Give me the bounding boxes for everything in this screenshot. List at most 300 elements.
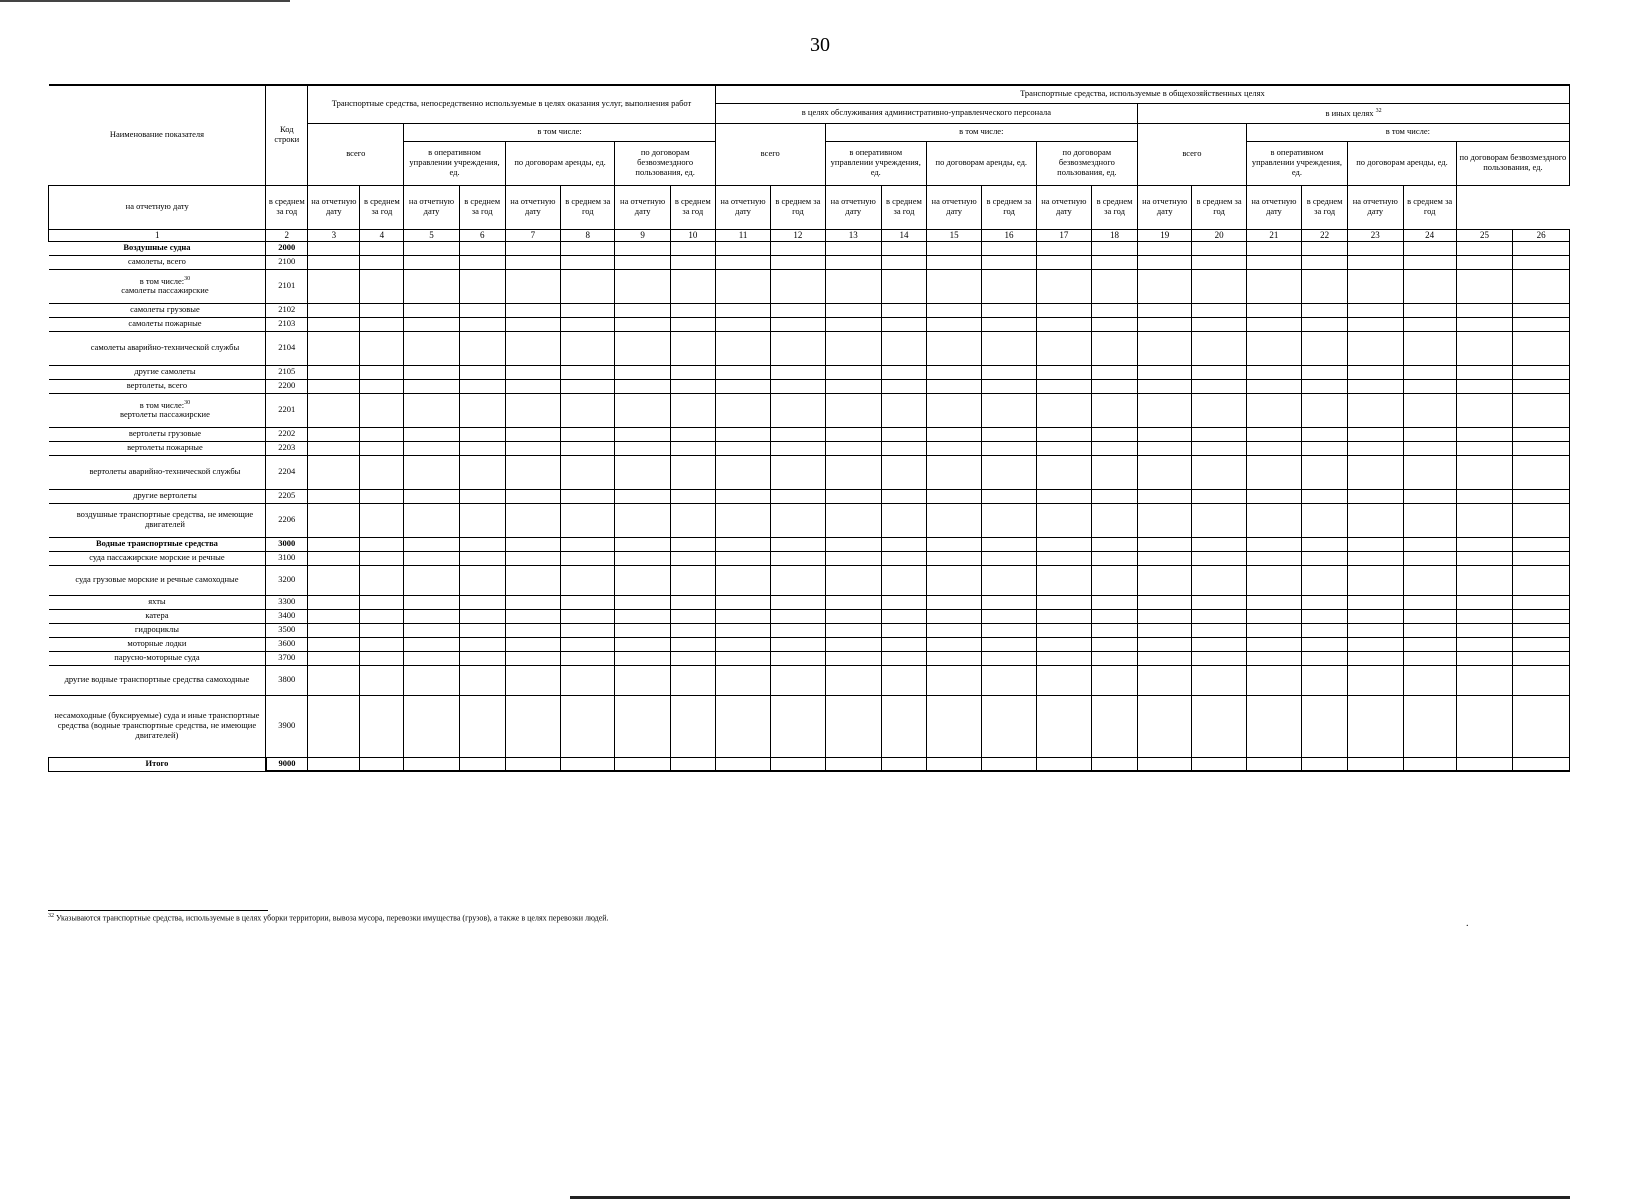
value-cell — [1092, 241, 1138, 255]
value-cell — [459, 427, 505, 441]
value-cell — [926, 503, 981, 537]
value-cell — [308, 269, 360, 303]
value-cell — [505, 757, 560, 771]
value-cell — [404, 365, 459, 379]
value-cell — [982, 427, 1036, 441]
value-cell — [715, 455, 770, 489]
value-cell — [360, 269, 404, 303]
value-cell — [825, 623, 881, 637]
value-cell — [615, 665, 670, 695]
row-name-text: самолеты пожарные — [128, 318, 202, 329]
value-cell — [360, 595, 404, 609]
value-cell — [615, 455, 670, 489]
row-name-text: другие самолеты — [134, 366, 196, 377]
row-name-text: самолеты аварийно-технической службы — [90, 342, 240, 353]
value-cell — [1403, 303, 1456, 317]
value-cell — [1403, 441, 1456, 455]
column-number: 3 — [308, 229, 360, 241]
value-cell — [882, 595, 927, 609]
value-cell — [825, 551, 881, 565]
on-date-header: на отчетную дату — [308, 185, 360, 229]
value-cell — [404, 609, 459, 623]
row-name — [49, 665, 266, 695]
value-cell — [771, 255, 825, 269]
value-cell — [561, 665, 615, 695]
value-cell — [882, 365, 927, 379]
value-cell — [1348, 455, 1403, 489]
value-cell — [982, 455, 1036, 489]
value-cell — [1513, 503, 1570, 537]
value-cell — [1192, 637, 1246, 651]
value-cell — [1513, 565, 1570, 595]
value-cell — [1036, 595, 1091, 609]
value-cell — [308, 379, 360, 393]
bottom-rule — [570, 1196, 1570, 1199]
table-row — [49, 637, 1570, 651]
table-row — [49, 565, 1570, 595]
column-number: 12 — [771, 229, 825, 241]
value-cell — [882, 427, 927, 441]
value-cell — [1456, 441, 1512, 455]
value-cell — [1246, 455, 1301, 489]
row-name-text: Воздушные судна — [123, 242, 191, 253]
rent-header: по договорам аренды, ед. — [1348, 141, 1457, 185]
value-cell — [670, 623, 715, 637]
row-name — [49, 503, 266, 537]
value-cell — [1246, 565, 1301, 595]
value-cell — [360, 637, 404, 651]
value-cell — [771, 503, 825, 537]
value-cell — [561, 489, 615, 503]
value-cell — [1403, 757, 1456, 771]
value-cell — [1192, 757, 1246, 771]
value-cell — [825, 317, 881, 331]
value-cell — [1138, 241, 1192, 255]
row-name — [49, 489, 266, 503]
value-cell — [404, 595, 459, 609]
table-row — [49, 551, 1570, 565]
value-cell — [505, 393, 560, 427]
column-number: 19 — [1138, 229, 1192, 241]
value-cell — [308, 651, 360, 665]
value-cell — [670, 503, 715, 537]
value-cell — [561, 317, 615, 331]
value-cell — [1036, 651, 1091, 665]
value-cell — [670, 317, 715, 331]
value-cell — [1138, 537, 1192, 551]
value-cell — [360, 255, 404, 269]
row-name-text: самолеты грузовые — [130, 304, 200, 315]
value-cell — [404, 757, 459, 771]
value-cell — [1036, 393, 1091, 427]
value-cell — [1456, 379, 1512, 393]
value-cell — [771, 537, 825, 551]
row-name-text: катера — [145, 610, 169, 621]
value-cell — [1456, 365, 1512, 379]
value-cell — [1092, 455, 1138, 489]
value-cell — [1036, 537, 1091, 551]
value-cell — [715, 379, 770, 393]
column-number: 4 — [360, 229, 404, 241]
value-cell — [1138, 637, 1192, 651]
value-cell — [561, 537, 615, 551]
value-cell — [505, 665, 560, 695]
table-row — [49, 595, 1570, 609]
value-cell — [1348, 651, 1403, 665]
value-cell — [1348, 537, 1403, 551]
value-cell — [670, 565, 715, 595]
value-cell — [308, 665, 360, 695]
value-cell — [308, 757, 360, 771]
value-cell — [825, 441, 881, 455]
value-cell — [1348, 609, 1403, 623]
value-cell — [1403, 637, 1456, 651]
value-cell — [771, 637, 825, 651]
value-cell — [404, 565, 459, 595]
value-cell — [505, 695, 560, 757]
value-cell — [1513, 379, 1570, 393]
value-cell — [1403, 455, 1456, 489]
column-number: 7 — [505, 229, 560, 241]
row-code: 2204 — [266, 455, 308, 489]
value-cell — [1513, 393, 1570, 427]
value-cell — [715, 427, 770, 441]
value-cell — [1513, 269, 1570, 303]
table-row — [49, 489, 1570, 503]
value-cell — [1192, 609, 1246, 623]
value-cell — [360, 651, 404, 665]
stray-dot: . — [1466, 918, 1469, 929]
on-date-header: на отчетную дату — [926, 185, 981, 229]
value-cell — [561, 595, 615, 609]
value-cell — [1246, 379, 1301, 393]
value-cell — [561, 609, 615, 623]
value-cell — [459, 455, 505, 489]
row-code: 2100 — [266, 255, 308, 269]
value-cell — [308, 455, 360, 489]
value-cell — [1348, 269, 1403, 303]
table-row — [49, 441, 1570, 455]
value-cell — [308, 331, 360, 365]
value-cell — [1036, 565, 1091, 595]
value-cell — [1403, 551, 1456, 565]
value-cell — [1513, 241, 1570, 255]
value-cell — [771, 331, 825, 365]
value-cell — [825, 565, 881, 595]
value-cell — [561, 757, 615, 771]
value-cell — [1092, 609, 1138, 623]
value-cell — [1036, 623, 1091, 637]
table-row — [49, 365, 1570, 379]
value-cell — [771, 427, 825, 441]
column-number: 21 — [1246, 229, 1301, 241]
value-cell — [308, 241, 360, 255]
row-code: 3100 — [266, 551, 308, 565]
report-table — [48, 84, 1570, 772]
value-cell — [1302, 269, 1348, 303]
value-cell — [670, 331, 715, 365]
row-name — [49, 317, 266, 331]
value-cell — [1092, 695, 1138, 757]
row-name-text: гидроциклы — [134, 624, 179, 635]
value-cell — [1348, 379, 1403, 393]
value-cell — [615, 365, 670, 379]
value-cell — [1192, 255, 1246, 269]
row-code: 2201 — [266, 393, 308, 427]
value-cell — [1302, 427, 1348, 441]
in-that-number-header: в том числе: — [1246, 123, 1569, 141]
value-cell — [670, 441, 715, 455]
value-cell — [615, 565, 670, 595]
value-cell — [670, 379, 715, 393]
value-cell — [459, 565, 505, 595]
value-cell — [715, 537, 770, 551]
value-cell — [308, 595, 360, 609]
value-cell — [1246, 609, 1301, 623]
row-name-text: моторные лодки — [127, 638, 187, 649]
column-number: 11 — [715, 229, 770, 241]
value-cell — [1513, 317, 1570, 331]
value-cell — [1092, 365, 1138, 379]
value-cell — [1246, 551, 1301, 565]
row-name-text: вертолеты пожарные — [127, 442, 203, 453]
value-cell — [715, 489, 770, 503]
value-cell — [360, 379, 404, 393]
column-number: 18 — [1092, 229, 1138, 241]
value-cell — [360, 489, 404, 503]
value-cell — [882, 331, 927, 365]
value-cell — [505, 637, 560, 651]
value-cell — [360, 537, 404, 551]
value-cell — [459, 537, 505, 551]
table-row — [49, 303, 1570, 317]
value-cell — [1092, 757, 1138, 771]
column-number: 15 — [926, 229, 981, 241]
value-cell — [1092, 255, 1138, 269]
value-cell — [715, 609, 770, 623]
value-cell — [1246, 651, 1301, 665]
value-cell — [459, 379, 505, 393]
value-cell — [1192, 551, 1246, 565]
row-name — [49, 565, 266, 595]
value-cell — [1348, 637, 1403, 651]
value-cell — [1138, 551, 1192, 565]
value-cell — [561, 427, 615, 441]
value-cell — [1456, 303, 1512, 317]
value-cell — [825, 609, 881, 623]
value-cell — [360, 551, 404, 565]
value-cell — [505, 503, 560, 537]
value-cell — [982, 303, 1036, 317]
row-name-text: вертолеты пассажирские — [120, 409, 210, 420]
value-cell — [1192, 427, 1246, 441]
avg-year-header: в среднем за год — [360, 185, 404, 229]
row-code: 2203 — [266, 441, 308, 455]
value-cell — [1302, 255, 1348, 269]
free-use-header: по договорам безвозмездного пользования, ед. — [1456, 141, 1569, 185]
value-cell — [771, 269, 825, 303]
value-cell — [308, 565, 360, 595]
value-cell — [505, 303, 560, 317]
value-cell — [926, 455, 981, 489]
value-cell — [1246, 489, 1301, 503]
value-cell — [308, 317, 360, 331]
value-cell — [1456, 757, 1512, 771]
value-cell — [1192, 365, 1246, 379]
value-cell — [505, 365, 560, 379]
value-cell — [615, 331, 670, 365]
value-cell — [1348, 551, 1403, 565]
row-code: 3400 — [266, 609, 308, 623]
total-row — [49, 757, 1570, 771]
value-cell — [561, 365, 615, 379]
row-name — [49, 365, 266, 379]
value-cell — [1403, 651, 1456, 665]
table-row — [49, 255, 1570, 269]
value-cell — [505, 331, 560, 365]
value-cell — [715, 623, 770, 637]
value-cell — [505, 317, 560, 331]
row-name — [49, 455, 266, 489]
top-rule — [0, 0, 290, 2]
value-cell — [825, 241, 881, 255]
row-name-text: суда грузовые морские и речные самоходные — [75, 574, 239, 585]
value-cell — [715, 255, 770, 269]
value-cell — [1036, 489, 1091, 503]
value-cell — [670, 695, 715, 757]
on-date-header: на отчетную дату — [1036, 185, 1091, 229]
other-purposes-subheader: в иных целях $^{32}$ — [1138, 103, 1570, 123]
value-cell — [882, 441, 927, 455]
operative-management-header: в оперативном управлении учреждения, ед. — [825, 141, 926, 185]
value-cell — [1513, 365, 1570, 379]
row-code: 2101 — [266, 269, 308, 303]
value-cell — [1092, 379, 1138, 393]
value-cell — [1302, 637, 1348, 651]
avg-year-header: в среднем за год — [1302, 185, 1348, 229]
column-number: 22 — [1302, 229, 1348, 241]
value-cell — [459, 551, 505, 565]
value-cell — [982, 565, 1036, 595]
value-cell — [882, 609, 927, 623]
value-cell — [825, 651, 881, 665]
avg-year-header: в среднем за год — [670, 185, 715, 229]
value-cell — [715, 441, 770, 455]
value-cell — [1348, 393, 1403, 427]
value-cell — [926, 651, 981, 665]
value-cell — [1348, 331, 1403, 365]
row-name-text: вертолеты аварийно-технической службы — [89, 466, 241, 477]
value-cell — [926, 665, 981, 695]
on-date-header: на отчетную дату — [825, 185, 881, 229]
value-cell — [459, 695, 505, 757]
row-name — [49, 623, 266, 637]
value-cell — [882, 255, 927, 269]
value-cell — [1302, 537, 1348, 551]
row-code: 3000 — [266, 537, 308, 551]
total-code: 9000 — [266, 757, 308, 771]
value-cell — [1403, 393, 1456, 427]
value-cell — [1036, 637, 1091, 651]
value-cell — [1456, 637, 1512, 651]
value-cell — [360, 441, 404, 455]
value-cell — [1192, 241, 1246, 255]
value-cell — [715, 551, 770, 565]
value-cell — [1192, 393, 1246, 427]
value-cell — [771, 595, 825, 609]
value-cell — [670, 427, 715, 441]
admin-staff-subheader: в целях обслуживания административно-управленческого персонала — [715, 103, 1137, 123]
value-cell — [982, 241, 1036, 255]
value-cell — [825, 331, 881, 365]
value-cell — [1302, 393, 1348, 427]
value-cell — [1302, 379, 1348, 393]
value-cell — [615, 757, 670, 771]
value-cell — [1246, 241, 1301, 255]
value-cell — [1246, 331, 1301, 365]
value-cell — [1456, 269, 1512, 303]
value-cell — [615, 427, 670, 441]
row-code: 3200 — [266, 565, 308, 595]
value-cell — [1036, 695, 1091, 757]
value-cell — [1138, 441, 1192, 455]
value-cell — [771, 665, 825, 695]
value-cell — [1246, 317, 1301, 331]
value-cell — [1513, 489, 1570, 503]
value-cell — [360, 241, 404, 255]
value-cell — [982, 489, 1036, 503]
value-cell — [1138, 393, 1192, 427]
value-cell — [1456, 427, 1512, 441]
value-cell — [882, 379, 927, 393]
value-cell — [459, 489, 505, 503]
value-cell — [561, 637, 615, 651]
value-cell — [1138, 331, 1192, 365]
value-cell — [1302, 695, 1348, 757]
table-row — [49, 241, 1570, 255]
value-cell — [825, 503, 881, 537]
row-name — [49, 255, 266, 269]
value-cell — [982, 651, 1036, 665]
value-cell — [1092, 551, 1138, 565]
value-cell — [1302, 665, 1348, 695]
value-cell — [1456, 595, 1512, 609]
value-cell — [715, 651, 770, 665]
value-cell — [1192, 503, 1246, 537]
footnote-rule — [48, 910, 268, 911]
value-cell — [1036, 441, 1091, 455]
total-label: Итого — [49, 757, 266, 771]
value-cell — [561, 331, 615, 365]
row-name — [49, 241, 266, 255]
in-that-number-note: в том числе:$^{30}$ — [139, 275, 191, 286]
value-cell — [670, 537, 715, 551]
value-cell — [1092, 565, 1138, 595]
value-cell — [1036, 331, 1091, 365]
value-cell — [771, 757, 825, 771]
row-code: 2102 — [266, 303, 308, 317]
value-cell — [1348, 623, 1403, 637]
value-cell — [1092, 331, 1138, 365]
table-row — [49, 331, 1570, 365]
operative-management-header: в оперативном управлении учреждения, ед. — [1246, 141, 1347, 185]
value-cell — [1513, 651, 1570, 665]
value-cell — [1092, 595, 1138, 609]
value-cell — [982, 665, 1036, 695]
value-cell — [771, 623, 825, 637]
value-cell — [982, 537, 1036, 551]
value-cell — [715, 241, 770, 255]
